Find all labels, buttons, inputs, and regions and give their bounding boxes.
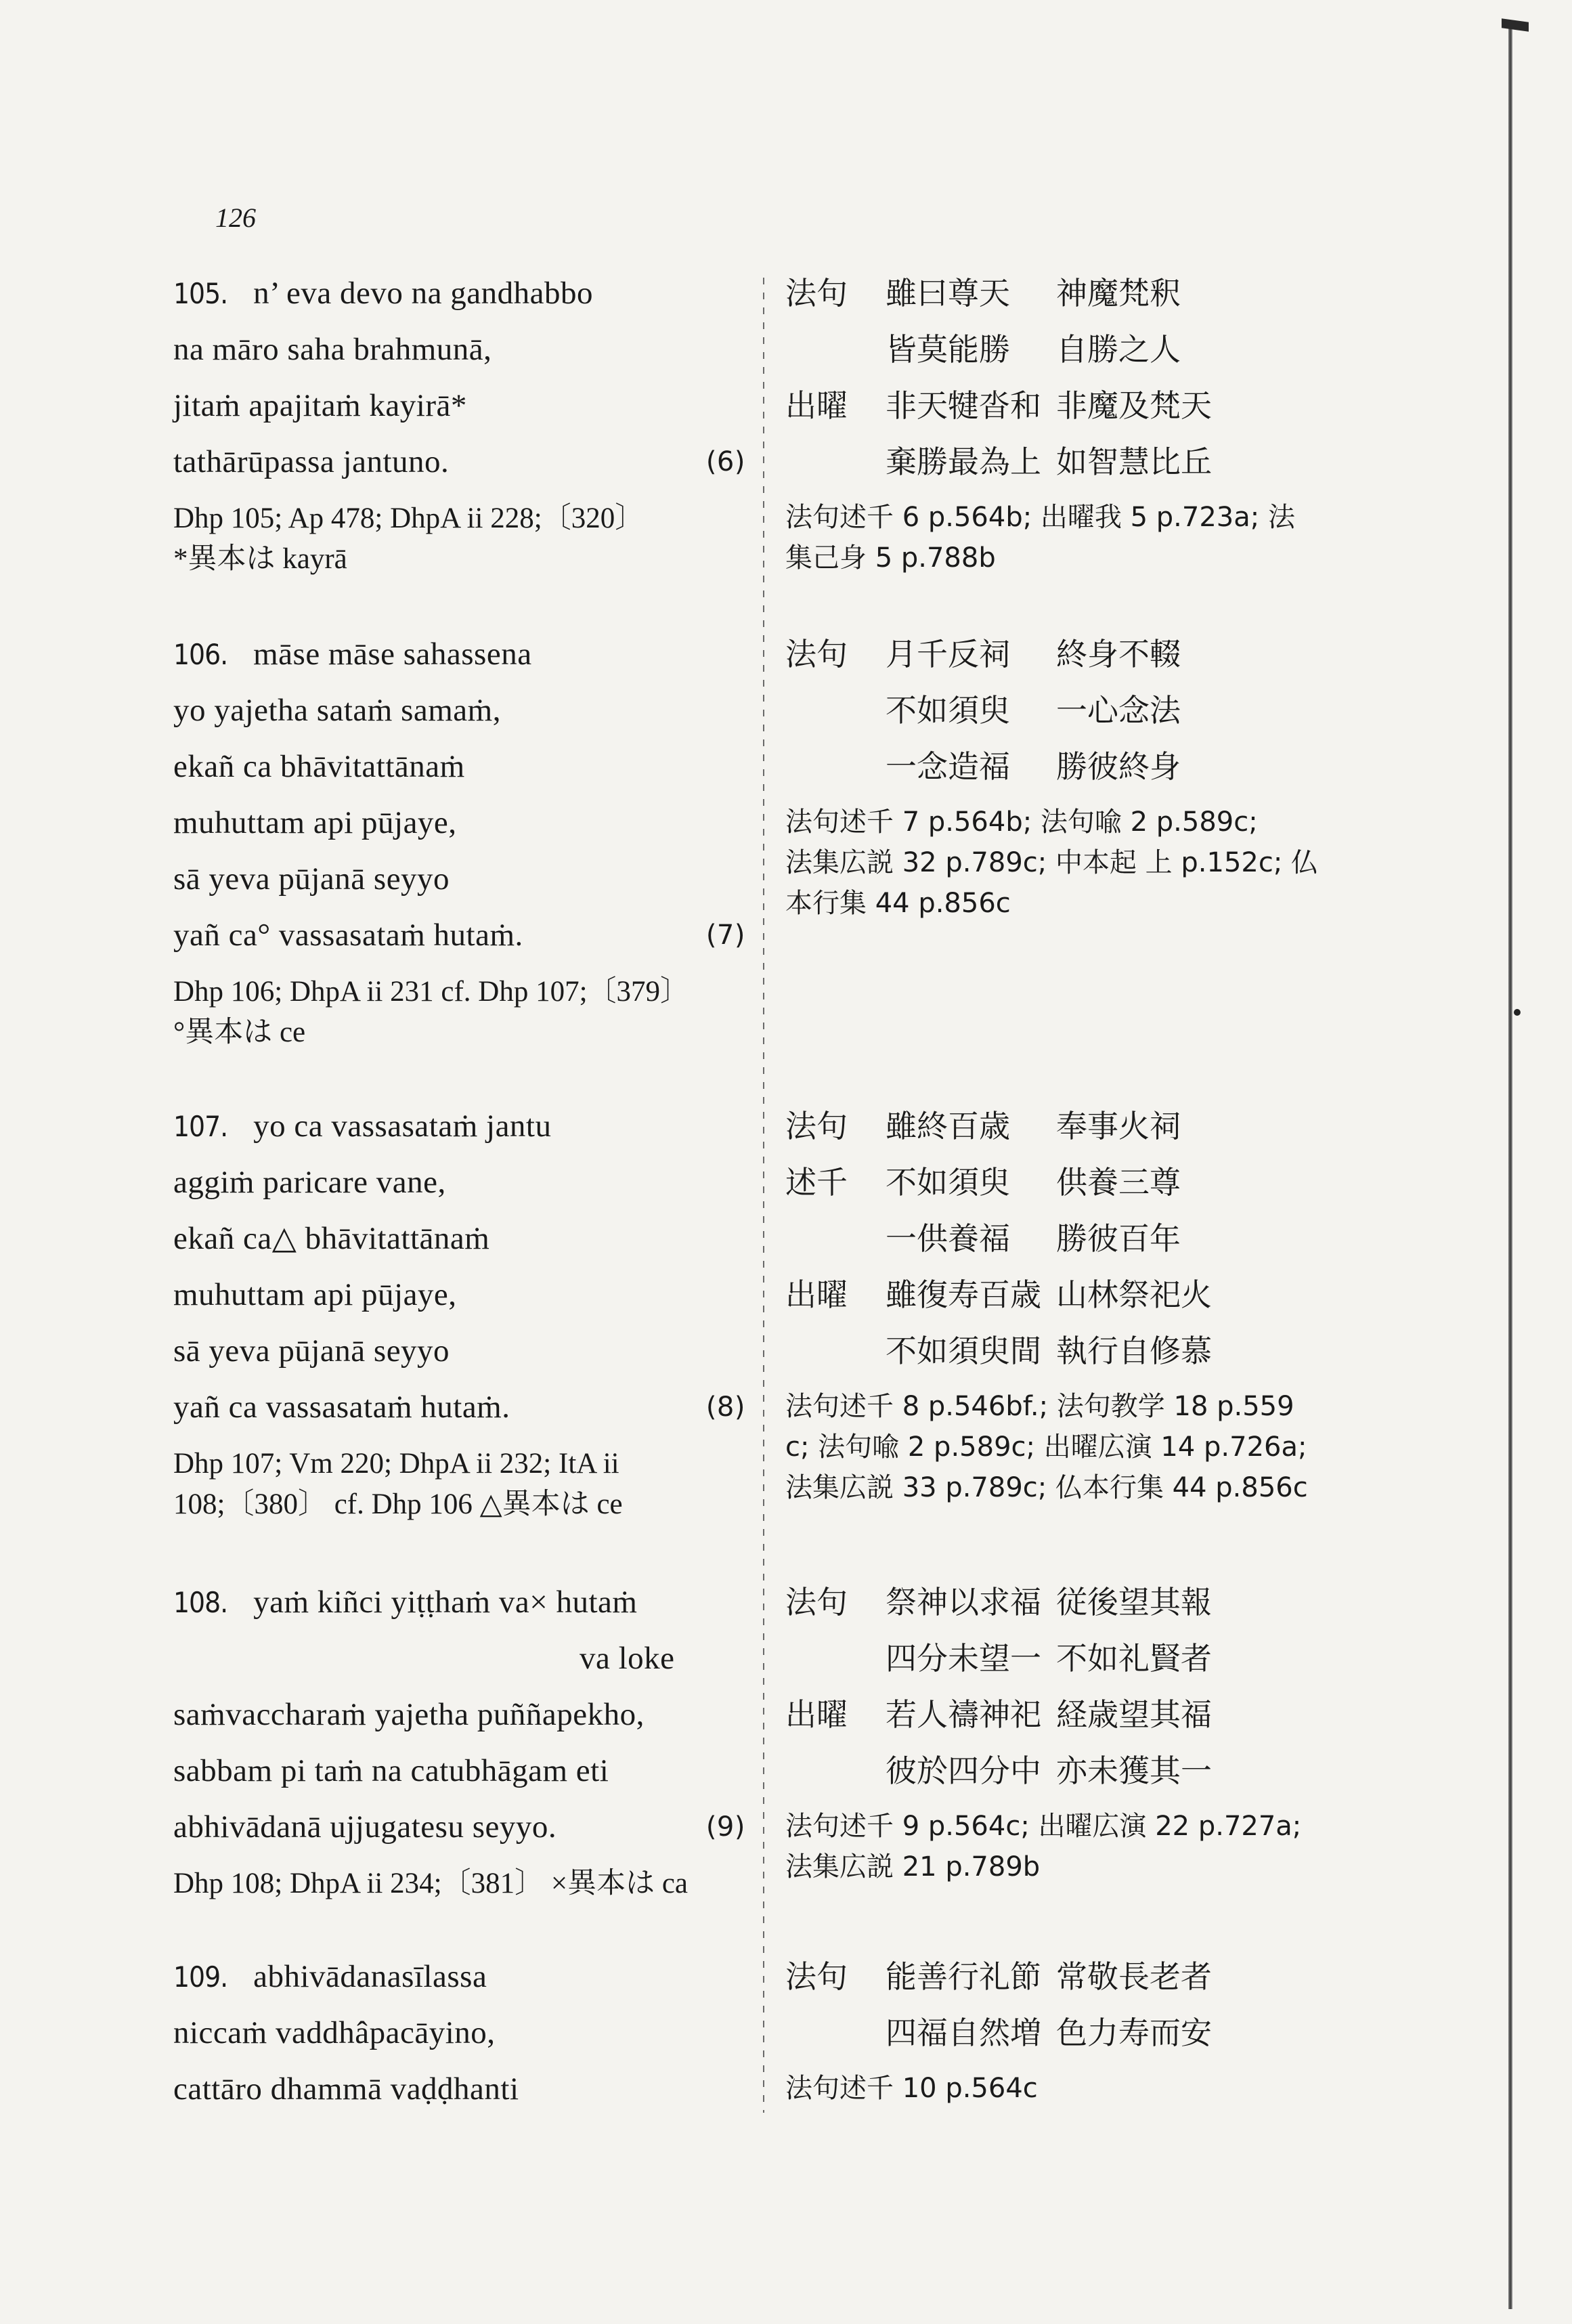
chinese-line: [785, 2005, 1374, 2061]
page-number: 126: [215, 202, 256, 233]
chinese-line: [785, 683, 1374, 739]
phrase: 若人禱神祀: [886, 1696, 1041, 1733]
verse-mark: (8): [705, 1392, 745, 1423]
phrase: 非天犍沓和: [886, 387, 1041, 424]
chinese-line: [785, 626, 1374, 683]
chinese-line: [785, 1267, 1374, 1323]
phrase: 彼於四分中: [886, 1752, 1041, 1789]
chinese-line: [785, 1687, 1374, 1743]
ref-line: 法集広説 21 p.789b: [785, 1851, 1041, 1882]
phrase: 能善行礼節: [886, 1958, 1041, 1995]
chinese-references: [785, 802, 1374, 924]
ref-line: 法句述千 7 p.564b; 法句喩 2 p.589c;: [785, 806, 1258, 838]
phrase: 如智慧比丘: [1056, 444, 1212, 480]
source-label: 法句: [785, 1958, 848, 1995]
phrase: 不如礼賢者: [1056, 1640, 1212, 1677]
ref-line: Dhp 105; Ap 478; DhpA ii 228;〔320〕: [173, 502, 645, 534]
phrase: 終身不輟: [1056, 636, 1181, 672]
phrase: 雖復寿百歳: [886, 1276, 1041, 1313]
ref-line: *異本は kayrā: [173, 543, 347, 575]
ref-line: 法句述千 8 p.546bf.; 法句教学 18 p.559: [785, 1391, 1294, 1422]
chinese-line: [785, 1211, 1374, 1267]
pali-line: sā yeva pūjanā seyyo: [173, 861, 450, 897]
ref-line: 法集広説 32 p.789c; 中本起 上 p.152c; 仏: [785, 847, 1319, 878]
pali-line: yo ca vassasataṁ jantu: [253, 1109, 552, 1144]
pali-line: cattāro dhammā vaḍḍhanti: [173, 2071, 519, 2107]
pali-line: aggiṁ paricare vane,: [173, 1165, 446, 1200]
chinese-references: [785, 1806, 1374, 1887]
phrase: 雖曰尊天: [886, 275, 1010, 311]
phrase: 一供養福: [886, 1220, 1010, 1257]
verse-108-pali: [173, 1574, 745, 1904]
pali-line: yañ ca° vassasataṁ hutaṁ.: [173, 918, 523, 953]
chinese-line: [785, 1323, 1374, 1379]
source-label: 出曜: [785, 1696, 848, 1733]
source-label: 法句: [785, 1584, 848, 1620]
pali-references: [173, 498, 745, 580]
verse-109-pali: [173, 1949, 745, 2117]
phrase: 棄勝最為上: [886, 444, 1041, 480]
chinese-references: [785, 1386, 1374, 1508]
pali-line: sā yeva pūjanā seyyo: [173, 1333, 450, 1369]
verse-number: 106.: [173, 638, 228, 671]
pali-line: ekañ ca△ bhāvitattānaṁ: [173, 1221, 490, 1256]
phrase: 不如須臾間: [886, 1333, 1041, 1369]
verse-number: 109.: [173, 1960, 228, 1994]
verse-number: 105.: [173, 277, 228, 310]
chinese-line: [785, 1574, 1374, 1631]
chinese-line: [785, 1155, 1374, 1211]
chinese-line: [785, 1949, 1374, 2005]
phrase: 山林祭祀火: [1056, 1276, 1212, 1313]
ref-line: 法句述千 10 p.564c: [785, 2073, 1038, 2104]
phrase: 神魔梵釈: [1056, 275, 1181, 311]
pali-line: ekañ ca bhāvitattānaṁ: [173, 749, 465, 784]
verse-106-pali: [173, 626, 745, 1053]
chinese-line: [785, 1631, 1374, 1687]
verse-106-chinese: [785, 626, 1374, 924]
chinese-references: [785, 497, 1374, 578]
phrase: 勝彼終身: [1056, 748, 1181, 785]
ref-line: Dhp 107; Vm 220; DhpA ii 232; ItA ii: [173, 1448, 619, 1480]
pali-line: tathārūpassa jantuno.: [173, 444, 450, 479]
pali-line: jitaṁ apajitaṁ kayirā*: [173, 388, 467, 423]
ref-line: Dhp 108; DhpA ii 234;〔381〕 ×異本は ca: [173, 1868, 688, 1899]
verse-number: 108.: [173, 1586, 228, 1619]
chinese-line: [785, 378, 1374, 434]
chinese-line: [785, 265, 1374, 322]
phrase: 自勝之人: [1056, 331, 1181, 368]
pali-line: na māro saha brahmunā,: [173, 332, 492, 367]
phrase: 月千反祠: [886, 636, 1010, 672]
verse-105-chinese: [785, 265, 1374, 578]
pali-line: abhivādanasīlassa: [253, 1959, 487, 1994]
pali-line: n’ eva devo na gandhabbo: [253, 276, 593, 311]
ref-line: 法集広説 33 p.789c; 仏本行集 44 p.856c: [785, 1472, 1308, 1503]
pali-line: yo yajetha sataṁ samaṁ,: [173, 693, 501, 728]
chinese-line: [785, 739, 1374, 795]
phrase: 勝彼百年: [1056, 1220, 1181, 1257]
phrase: 亦未獲其一: [1056, 1752, 1212, 1789]
verse-number: 107.: [173, 1110, 228, 1143]
ref-line: 集己身 5 p.788b: [785, 542, 996, 574]
binding-mark: [1514, 1009, 1521, 1016]
ref-line: °異本は ce: [173, 1016, 306, 1048]
phrase: 四分未望一: [886, 1640, 1041, 1677]
pali-references: [173, 1444, 745, 1525]
verse-109-chinese: [785, 1949, 1374, 2109]
pali-references: [173, 972, 745, 1053]
pali-line: sabbam pi taṁ na catubhāgam eti: [173, 1753, 609, 1788]
phrase: 執行自修慕: [1056, 1333, 1212, 1369]
chinese-line: [785, 1098, 1374, 1155]
phrase: 四福自然増: [886, 2015, 1041, 2051]
ref-line: 108;〔380〕 cf. Dhp 106 △異本は ce: [173, 1488, 623, 1520]
pali-line: muhuttam api pūjaye,: [173, 1277, 457, 1312]
phrase: 従後望其報: [1056, 1584, 1212, 1620]
source-label: 法句: [785, 636, 848, 672]
pali-line: yaṁ kiñci yiṭṭhaṁ va× hutaṁ: [253, 1585, 638, 1620]
phrase: 不如須臾: [886, 692, 1010, 729]
phrase: 祭神以求福: [886, 1584, 1041, 1620]
binding-clip: [1502, 18, 1529, 32]
verse-108-chinese: [785, 1574, 1374, 1887]
phrase: 一心念法: [1056, 692, 1181, 729]
ref-line: 法句述千 6 p.564b; 出曜我 5 p.723a; 法: [785, 502, 1295, 533]
source-label: 出曜: [785, 1276, 848, 1313]
verse-107-pali: [173, 1098, 745, 1525]
phrase: 経歳望其福: [1056, 1696, 1212, 1733]
chinese-line: [785, 1743, 1374, 1799]
verse-mark: (6): [705, 446, 745, 477]
verse-107-chinese: [785, 1098, 1374, 1508]
source-label: 法句: [785, 1108, 848, 1144]
pali-line: muhuttam api pūjaye,: [173, 805, 457, 840]
column-divider: [763, 278, 764, 2113]
verse-mark: (7): [705, 920, 745, 951]
ref-line: 法句述千 9 p.564c; 出曜広演 22 p.727a;: [785, 1811, 1302, 1842]
source-label: 述千: [785, 1164, 848, 1201]
phrase: 色力寿而安: [1056, 2015, 1212, 2051]
chinese-line: [785, 322, 1374, 378]
phrase: 供養三尊: [1056, 1164, 1181, 1201]
chinese-references: [785, 2068, 1374, 2109]
pali-references: [173, 1864, 745, 1904]
chinese-line: [785, 434, 1374, 490]
source-label: 出曜: [785, 387, 848, 424]
verse-mark: (9): [705, 1811, 745, 1843]
phrase: 不如須臾: [886, 1164, 1010, 1201]
ref-line: c; 法句喩 2 p.589c; 出曜広演 14 p.726a;: [785, 1432, 1307, 1463]
ref-line: 本行集 44 p.856c: [785, 888, 1011, 919]
pali-line: saṁvaccharaṁ yajetha puññapekho,: [173, 1697, 645, 1732]
phrase: 非魔及梵天: [1056, 387, 1212, 424]
pali-line: yañ ca vassasataṁ hutaṁ.: [173, 1390, 510, 1425]
ref-line: Dhp 106; DhpA ii 231 cf. Dhp 107;〔379〕: [173, 976, 690, 1008]
pali-line: va loke: [580, 1641, 675, 1676]
page-binding-edge: [1508, 20, 1512, 2309]
pali-line: māse māse sahassena: [253, 637, 532, 672]
pali-line: abhivādanā ujjugatesu seyyo.: [173, 1809, 557, 1845]
source-label: 法句: [785, 275, 848, 311]
phrase: 奉事火祠: [1056, 1108, 1181, 1144]
phrase: 常敬長老者: [1056, 1958, 1212, 1995]
pali-line: niccaṁ vaddhâpacāyino,: [173, 2015, 496, 2050]
phrase: 一念造福: [886, 748, 1010, 785]
verse-105-pali: [173, 265, 745, 580]
phrase: 雖終百歳: [886, 1108, 1010, 1144]
phrase: 皆莫能勝: [886, 331, 1010, 368]
